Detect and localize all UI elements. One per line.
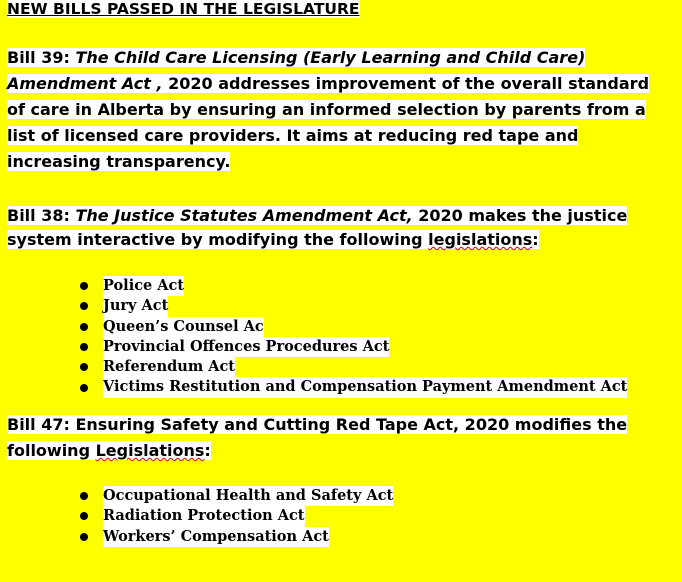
list-item-label: Queen’s Counsel Ac — [103, 317, 264, 337]
page-title — [7, 0, 360, 18]
bill-47-body: Bill 47: Ensuring Safety and Cutting Red Tape Act, 2020 modifies the following — [7, 415, 628, 460]
list-item — [80, 296, 627, 316]
bill-39-paragraph — [7, 45, 667, 175]
bullet-icon — [80, 282, 88, 290]
bill-47-paragraph — [7, 412, 667, 464]
list-item — [80, 486, 393, 506]
bill-39-act-name: The Child Care Licensing (Early Learning and Child Care) Amendment Act , — [7, 48, 586, 93]
list-item — [80, 357, 627, 377]
bullet-icon — [80, 363, 88, 371]
list-item — [80, 276, 627, 296]
list-item-label: Radiation Protection Act — [103, 506, 305, 526]
list-item — [80, 317, 627, 337]
bullet-icon — [80, 512, 88, 520]
list-item-label: Jury Act — [103, 296, 168, 316]
bullet-icon — [80, 343, 88, 351]
bill-38-spellcheck-word: legislations — [428, 230, 533, 249]
bullet-icon — [80, 302, 88, 310]
bullet-icon — [80, 384, 88, 392]
list-item-label: Victims Restitution and Compensation Payment Amendment Act — [103, 377, 627, 397]
bill-47-spellcheck-word: Legislations — [95, 441, 205, 460]
bill-38-act-name: The Justice Statutes Amendment Act, — [75, 206, 413, 225]
bill-47-legislation-list — [80, 486, 393, 547]
list-item-label: Workers’ Compensation Act — [103, 527, 329, 547]
list-item — [80, 527, 393, 547]
bill-39-prefix: Bill 39: — [7, 48, 76, 67]
list-item-label: Provincial Offences Procedures Act — [103, 337, 389, 357]
bullet-icon — [80, 492, 88, 500]
bill-38-prefix: Bill 38: — [7, 206, 76, 225]
list-item-label: Referendum Act — [103, 357, 235, 377]
bullet-icon — [80, 323, 88, 331]
bill-38-legislation-list — [80, 276, 627, 398]
list-item-label: Occupational Health and Safety Act — [103, 486, 393, 506]
bill-38-body: 2020 makes the justice system interactive by modifying the following — [7, 206, 628, 249]
list-item — [80, 337, 627, 357]
bill-39-body: 2020 addresses improvement of the overall standard of care in Alberta by ensuring an informed selection by parents from a list of licensed care providers. It aims at reducing red tape and increasing transparency. — [7, 74, 650, 171]
list-item-label: Police Act — [103, 276, 184, 296]
bullet-icon — [80, 533, 88, 541]
bill-38-colon: : — [532, 230, 539, 249]
bill-47-colon: : — [204, 441, 211, 460]
page-title-text: NEW BILLS PASSED IN THE LEGISLATURE — [7, 0, 360, 18]
bill-38-paragraph — [7, 204, 667, 252]
list-item — [80, 506, 393, 526]
list-item — [80, 377, 627, 397]
